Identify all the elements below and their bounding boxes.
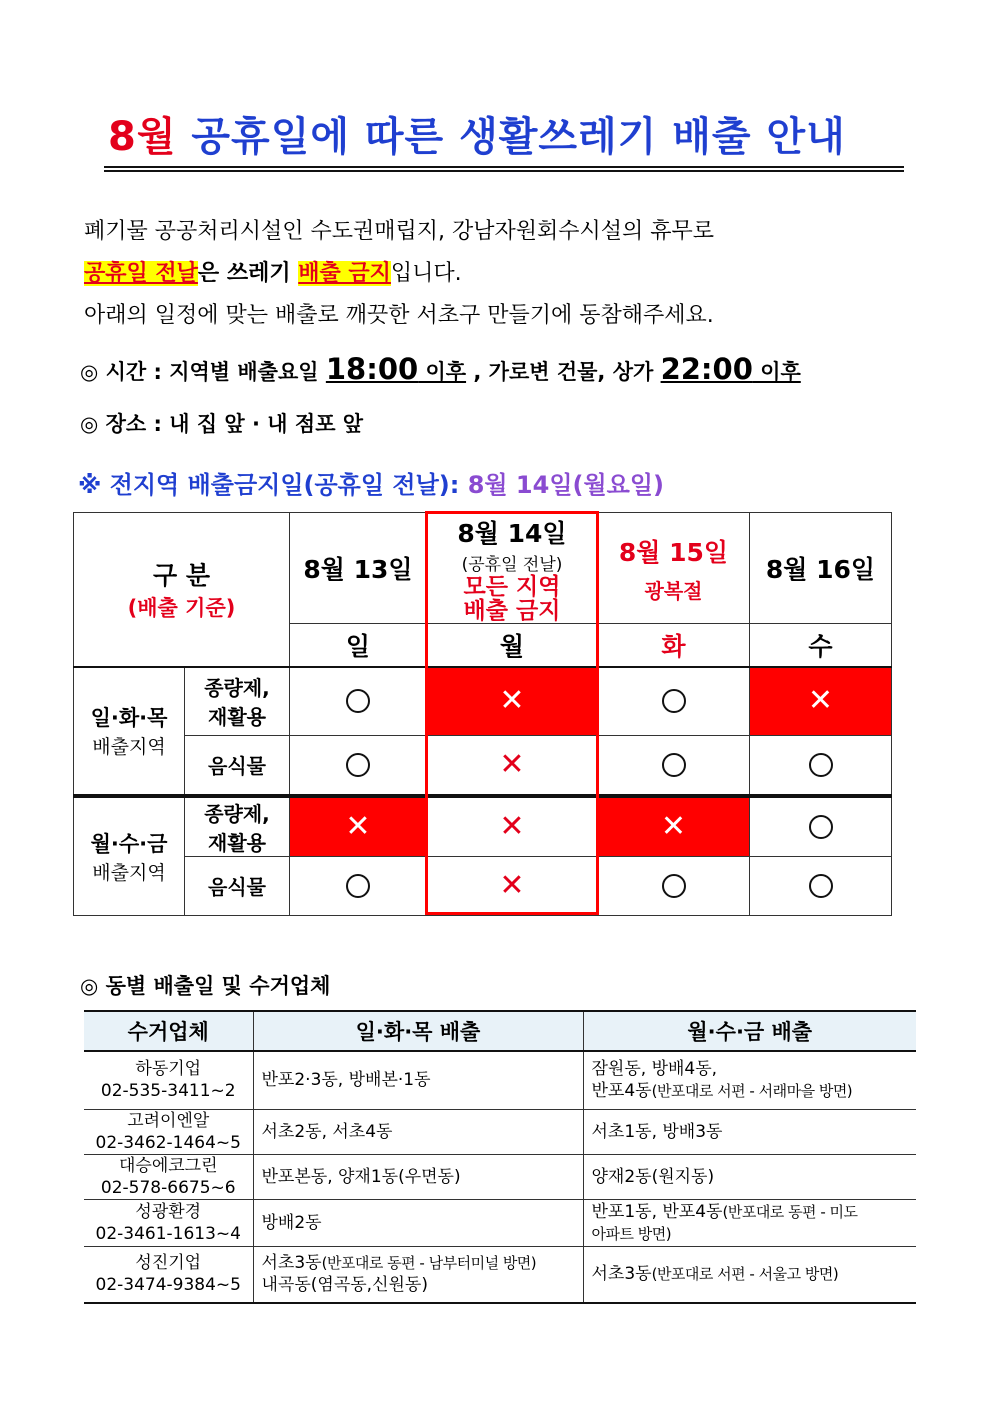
zone-a-detail: (반포대로 동편 - 남부터미널 방면) — [321, 1254, 537, 1273]
ban-label: ※ 전지역 배출금지일(공휴일 전날): — [78, 471, 460, 499]
day-sun: 일 — [290, 624, 427, 667]
time-after-2: 이후 — [752, 360, 801, 384]
cell-banned — [750, 667, 892, 736]
vendor-name: 대승에코그린 — [118, 1155, 218, 1176]
date-14-all: 모든 지역 — [463, 573, 561, 600]
zone-b — [583, 1051, 916, 1109]
col-vendor: 수거업체 — [84, 1011, 253, 1051]
type-recycle — [185, 796, 290, 857]
title-text: 공휴일에 따른 생활쓰레기 배출 안내 — [191, 114, 846, 160]
vendor-name-cell — [84, 1199, 253, 1246]
date-col-16: 8월 16일 — [750, 513, 892, 624]
zone-a-main: 서초3동 — [261, 1253, 322, 1274]
category-label: 구 분 — [152, 561, 210, 591]
time-info — [80, 352, 801, 386]
zone-b-detail-2: 아파트 방면) — [591, 1224, 672, 1243]
circle-icon — [662, 753, 686, 777]
day-mon: 월 — [427, 624, 598, 667]
vendor-phone: 02-578-6675~6 — [100, 1177, 236, 1198]
group-1-sub: 배출지역 — [92, 736, 166, 758]
zone-b-main: 반포4동 — [591, 1081, 652, 1102]
zone-b-detail: (반포대로 서편 - 서울고 방면) — [651, 1265, 839, 1284]
date-15-label: 8월 15일 — [618, 537, 729, 567]
vendor-name-cell — [84, 1246, 253, 1303]
cell-allowed — [290, 736, 427, 796]
vendor-name: 성광환경 — [135, 1201, 202, 1222]
date-col-15 — [598, 513, 750, 624]
ban-notice — [78, 465, 664, 500]
x-icon: ✕ — [807, 683, 834, 719]
vendor-name-cell — [84, 1051, 253, 1109]
intro-end: 입니다. — [390, 261, 462, 286]
circle-icon — [346, 753, 370, 777]
category-header — [74, 513, 290, 667]
date-14-label: 8월 14일 — [457, 518, 567, 548]
zone-b-main: 반포1동, 반포4동 — [591, 1201, 723, 1222]
cell-banned — [427, 736, 598, 796]
circle-icon — [809, 753, 833, 777]
zone-b-line2 — [592, 1080, 909, 1102]
zone-a: 방배2동 — [253, 1199, 583, 1246]
type-food: 음식물 — [185, 736, 290, 796]
x-icon: ✕ — [499, 683, 525, 719]
cell-banned — [290, 796, 427, 857]
page-title — [104, 112, 904, 172]
circle-icon — [809, 815, 833, 839]
vendor-heading: ◎ 동별 배출일 및 수거업체 — [80, 974, 331, 998]
circle-icon — [346, 689, 370, 713]
zone-b-main: 서초3동 — [591, 1264, 652, 1285]
intro-line-1: 폐기물 공공처리시설인 수도권매립지, 강남자원회수시설의 휴무로 — [84, 219, 715, 244]
col-weekday-b: 월·수·금 배출 — [583, 1011, 916, 1051]
intro-line-2 — [84, 256, 462, 287]
circle-icon — [809, 874, 833, 898]
type-recycle-1: 종량제, — [204, 676, 270, 701]
group-1 — [74, 667, 185, 796]
cell-allowed — [750, 856, 892, 915]
cell-allowed — [290, 856, 427, 915]
date-col-14 — [427, 513, 598, 624]
x-icon: ✕ — [660, 808, 687, 844]
circle-icon — [662, 689, 686, 713]
title-month: 8월 — [108, 114, 177, 160]
circle-icon — [662, 874, 686, 898]
zone-b-detail: (반포대로 서편 - 서래마을 방면) — [651, 1082, 853, 1101]
zone-a-line2: 내곡동(염곡동,신원동) — [261, 1275, 428, 1296]
zone-a: 서초2동, 서초4동 — [253, 1109, 583, 1154]
type-recycle — [185, 667, 290, 736]
cell-banned — [598, 796, 750, 857]
x-icon: ✕ — [499, 867, 525, 903]
zone-a: 반포본동, 양재1동(우면동) — [253, 1154, 583, 1199]
time-mid: , 가로변 건물, 상가 — [466, 360, 661, 384]
cell-allowed — [598, 667, 750, 736]
type-recycle-2: 재활용 — [208, 830, 266, 855]
type-recycle-1: 종량제, — [204, 801, 270, 826]
x-icon: ✕ — [345, 808, 371, 844]
cell-banned — [427, 667, 598, 736]
day-tue: 화 — [598, 624, 750, 667]
circle-icon — [346, 874, 370, 898]
group-2-name: 월·수·금 — [90, 831, 168, 856]
group-2-sub: 배출지역 — [92, 861, 166, 884]
type-recycle-2: 재활용 — [208, 705, 266, 730]
cell-banned — [427, 856, 598, 915]
zone-b: 양재2동(원지동) — [583, 1154, 916, 1199]
cell-banned — [427, 796, 598, 857]
vendor-table — [84, 1010, 916, 1304]
zone-a: 반포2·3동, 방배본·1동 — [253, 1051, 583, 1109]
schedule-table — [73, 512, 891, 914]
vendor-name: 하동기업 — [135, 1059, 202, 1080]
zone-b — [583, 1199, 916, 1246]
x-icon: ✕ — [499, 746, 525, 782]
zone-b — [583, 1246, 916, 1303]
zone-a — [253, 1246, 583, 1303]
time-1: 18:00 — [325, 352, 419, 386]
day-wed: 수 — [750, 624, 892, 667]
vendor-phone: 02-535-3411~2 — [100, 1081, 236, 1102]
cell-allowed — [598, 856, 750, 915]
vendor-phone: 02-3474-9384~5 — [95, 1275, 241, 1296]
vendor-name-cell — [84, 1109, 253, 1154]
col-weekday-a: 일·화·목 배출 — [253, 1011, 583, 1051]
date-14-note: (공휴일 전날) — [461, 554, 563, 575]
zone-b-detail: (반포대로 동편 - 미도 — [722, 1202, 858, 1221]
ban-date: 8월 14일(월요일) — [467, 471, 664, 499]
place-info: ◎ 장소 : 내 집 앞 · 내 점포 앞 — [80, 412, 364, 436]
highlight-holiday-eve: 공휴일 전날 — [84, 261, 198, 286]
cell-allowed — [750, 736, 892, 796]
vendor-name-cell — [84, 1154, 253, 1199]
vendor-name: 고려이엔알 — [127, 1110, 210, 1131]
intro-line-3: 아래의 일정에 맞는 배출로 깨끗한 서초구 만들기에 동참해주세요. — [84, 303, 714, 328]
zone-b: 서초1동, 방배3동 — [583, 1109, 916, 1154]
time-2: 22:00 — [660, 352, 753, 386]
group-1-name: 일·화·목 — [90, 706, 168, 730]
intro-mid: 은 쓰레기 — [197, 261, 299, 286]
time-after-1: 이후 — [418, 360, 467, 384]
highlight-ban: 배출 금지 — [298, 261, 391, 286]
category-sub: (배출 기준) — [127, 596, 236, 621]
cell-allowed — [290, 667, 427, 736]
cell-allowed — [750, 796, 892, 857]
date-14-ban: 배출 금지 — [463, 597, 561, 624]
x-icon: ✕ — [499, 808, 525, 844]
time-prefix: ◎ 시간 : 지역별 배출요일 — [80, 360, 326, 384]
vendor-phone: 02-3461-1613~4 — [95, 1223, 241, 1244]
cell-allowed — [598, 736, 750, 796]
date-15-note: 광복절 — [644, 578, 703, 603]
zone-b-line1: 잠원동, 방배4동, — [591, 1059, 718, 1080]
type-food: 음식물 — [185, 856, 290, 915]
group-2 — [74, 796, 185, 916]
date-col-13: 8월 13일 — [290, 513, 427, 624]
vendor-phone: 02-3462-1464~5 — [95, 1132, 241, 1153]
vendor-name: 성진기업 — [135, 1253, 202, 1274]
